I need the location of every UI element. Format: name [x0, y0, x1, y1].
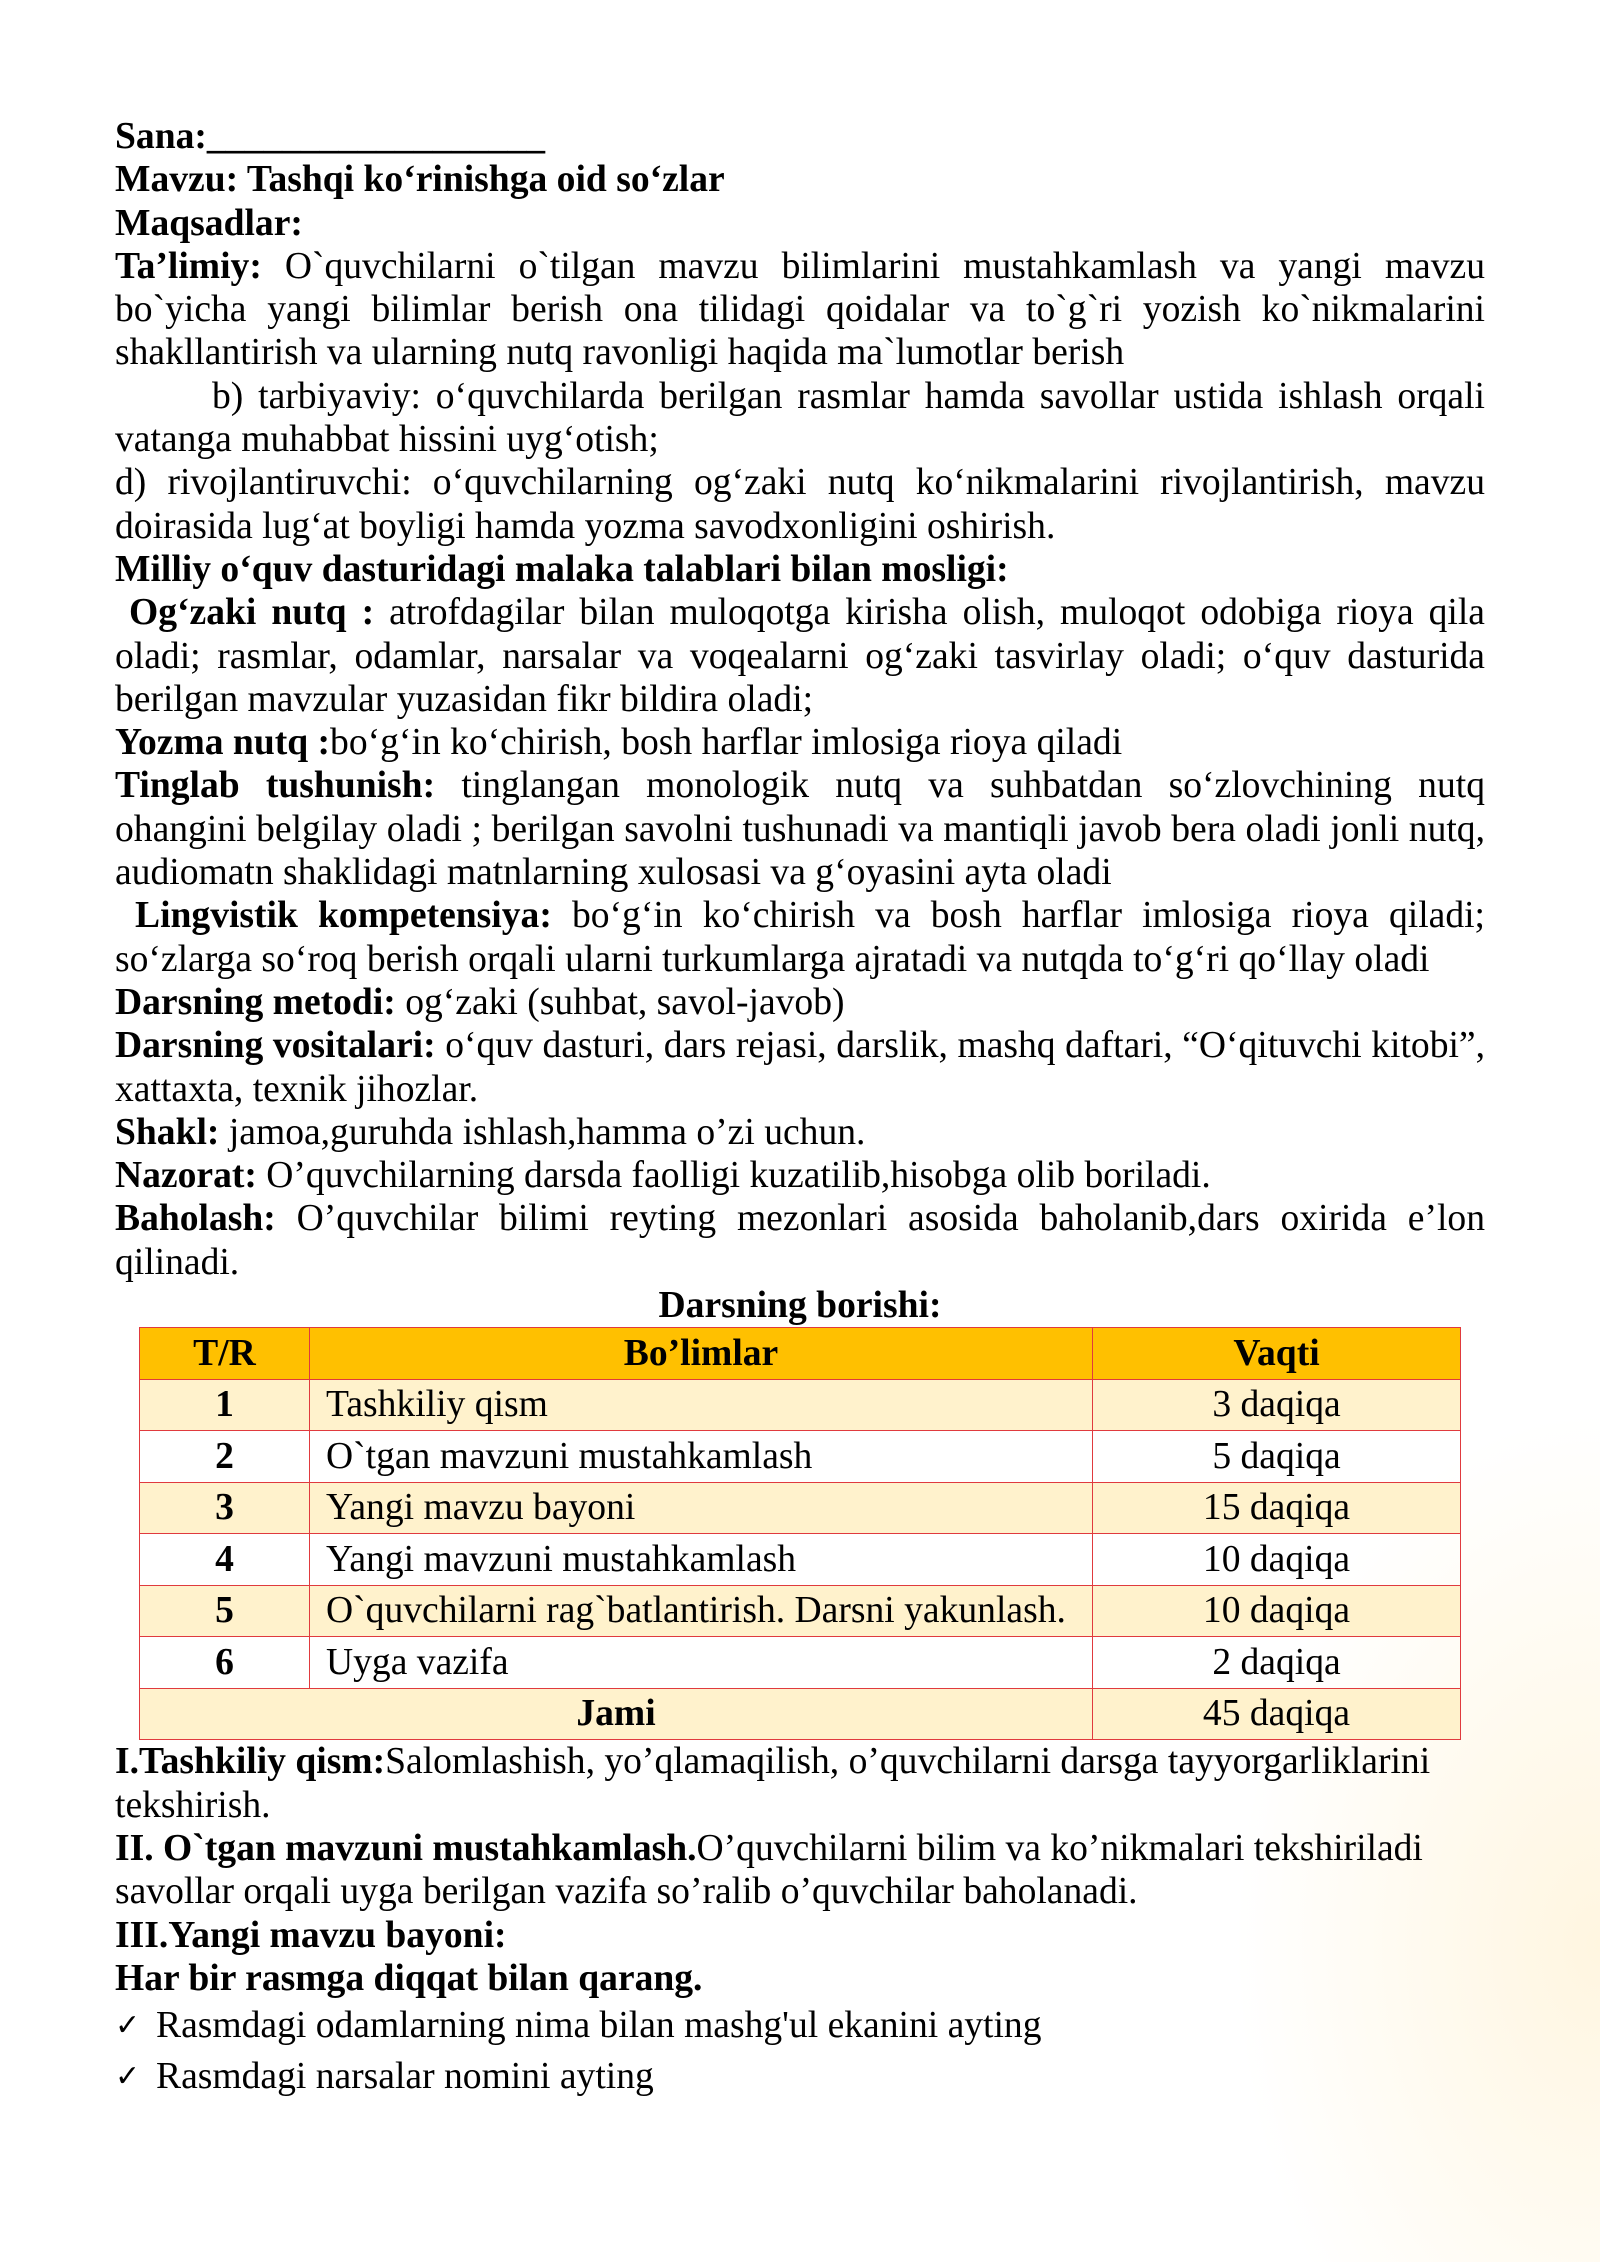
row-section: Yangi mavzuni mustahkamlash: [310, 1534, 1093, 1586]
lesson-control-text: O’quvchilarning darsda faolligi kuzatilib,hisobga olib boriladi.: [256, 1155, 1211, 1197]
objective-educational: [115, 245, 1485, 375]
table-row: [140, 1637, 1461, 1689]
total-time: 45 daqiqa: [1093, 1688, 1461, 1740]
row-number: 4: [140, 1534, 310, 1586]
row-section: Tashkiliy qism: [310, 1379, 1093, 1431]
lesson-method: [115, 981, 1485, 1024]
lesson-form-label: Shakl:: [115, 1111, 220, 1153]
column-header-section: Bo’limlar: [310, 1328, 1093, 1380]
check-mark-icon: ✓: [115, 2059, 141, 2095]
row-time: 5 daqiqa: [1093, 1431, 1461, 1483]
lesson-tools: [115, 1024, 1485, 1111]
row-time: 15 daqiqa: [1093, 1482, 1461, 1534]
standard-listening-text: tinglangan monologik nutq va suhbatdan so‘zlovchining nutq ohangini belgilay oladi ; berilgan savolni tushunadi va mantiqli javob bera oladi jonli nutq, audiomatn shaklidagi matnlarning xulosasi va g‘oyasini ayta oladi: [115, 765, 1485, 894]
row-section: O`tgan mavzuni mustahkamlash: [310, 1431, 1093, 1483]
objectives-heading: Maqsadlar:: [115, 202, 303, 244]
standards-heading: Milliy o‘quv dasturidagi malaka talablari bilan mosligi:: [115, 548, 1009, 590]
stage-organizational-label: I.Tashkiliy qism:: [115, 1741, 386, 1783]
table-row: [140, 1379, 1461, 1431]
stage-review: [115, 1827, 1485, 1914]
list-item-text: Rasmdagi odamlarning nima bilan mashg'ul ekanini ayting: [156, 2005, 1042, 2047]
lesson-method-text: og‘zaki (suhbat, savol-javob): [395, 981, 845, 1023]
table-row: [140, 1431, 1461, 1483]
standard-listening: [115, 764, 1485, 894]
row-number: 1: [140, 1379, 310, 1431]
standard-linguistic-label: Lingvistik kompetensiya:: [135, 895, 552, 937]
objective-developmental: d) rivojlantiruvchi: o‘quvchilarning og‘zaki nutq ko‘nikmalarini rivojlantirish, mavzu doirasida lug‘at boyligi hamda yozma savodxonligini oshirish.: [115, 462, 1485, 547]
lesson-assessment: [115, 1197, 1485, 1284]
table-row: [140, 1482, 1461, 1534]
document-page: [115, 115, 1485, 2102]
standard-oral-label: Og‘zaki nutq :: [129, 592, 375, 634]
standard-written: [115, 721, 1485, 764]
lesson-flow-title: Darsning borishi:: [658, 1285, 942, 1327]
lesson-control-label: Nazorat:: [115, 1155, 257, 1197]
standard-linguistic-text: bo‘g‘in ko‘chirish va bosh harflar imlosiga rioya qiladi; so‘zlarga so‘roq berish orqali ularni turkumlarga ajratadi va nutqda to‘g‘ri qo‘llay oladi: [115, 895, 1485, 980]
table-header-row: [140, 1328, 1461, 1380]
column-header-time: Vaqti: [1093, 1328, 1461, 1380]
row-section: O`quvchilarni rag`batlantirish. Darsni yakunlash.: [310, 1585, 1093, 1637]
table-row: [140, 1585, 1461, 1637]
column-header-number: T/R: [140, 1328, 310, 1380]
row-time: 3 daqiqa: [1093, 1379, 1461, 1431]
date-line: [115, 115, 1485, 158]
standard-written-text: bo‘g‘in ko‘chirish, bosh harflar imlosiga rioya qiladi: [330, 722, 1123, 764]
table-row: [140, 1534, 1461, 1586]
lesson-flow-table: [139, 1327, 1461, 1740]
stage-review-text: O’quvchilarni bilim va ko’nikmalari tekshiriladi savollar orqali uyga berilgan vazifa so’ralib o’quvchilar baholanadi.: [115, 1827, 1423, 1913]
lesson-tools-text: o‘quv dasturi, dars rejasi, darslik, mashq daftari, “O‘qituvchi kitobi”, xattaxta, texnik jihozlar.: [115, 1025, 1485, 1110]
list-item: [115, 2000, 1485, 2051]
row-number: 3: [140, 1482, 310, 1534]
standard-linguistic: [115, 894, 1485, 981]
date-blank: __________________: [206, 116, 546, 157]
objective-upbringing: b) tarbiyaviy: o‘quvchilarda berilgan rasmlar hamda savollar ustida ishlash orqali vatanga muhabbat hissini uyg‘otish;: [115, 375, 1485, 461]
task-list: [115, 2000, 1485, 2102]
stage-new-topic-heading: III.Yangi mavzu bayoni:: [115, 1914, 507, 1956]
lesson-tools-label: Darsning vositalari:: [115, 1025, 436, 1067]
row-time: 2 daqiqa: [1093, 1637, 1461, 1689]
total-label: Jami: [140, 1688, 1093, 1740]
list-item: [115, 2051, 1485, 2102]
standard-written-label: Yozma nutq :: [115, 722, 331, 764]
row-number: 6: [140, 1637, 310, 1689]
stage-review-label: II. O`tgan mavzuni mustahkamlash.: [115, 1827, 697, 1869]
lesson-assessment-text: O’quvchilar bilimi reyting mezonlari asosida baholanib,dars oxirida e’lon qilinadi.: [115, 1198, 1485, 1283]
row-time: 10 daqiqa: [1093, 1534, 1461, 1586]
check-mark-icon: ✓: [115, 2008, 141, 2044]
table-total-row: [140, 1688, 1461, 1740]
row-section: Uyga vazifa: [310, 1637, 1093, 1689]
standard-listening-label: Tinglab tushunish:: [115, 765, 436, 807]
stage-organizational-text: Salomlashish, yo’qlamaqilish, o’quvchilarni darsga tayyorgarliklarini tekshirish.: [115, 1741, 1431, 1826]
list-item-text: Rasmdagi narsalar nomini ayting: [156, 2056, 654, 2098]
objective-educational-label: Ta’limiy:: [115, 245, 262, 287]
objective-educational-text: O`quvchilarni o`tilgan mavzu bilimlarini mustahkamlash va yangi mavzu bo`yicha yangi bilimlar berish ona tilidagi qoidalar va to`g`ri yozish ko`nikmalarini shakllantirish va ularning nutq ravonligi haqida ma`lumotlar berish: [115, 245, 1485, 374]
topic-title: Mavzu: Tashqi ko‘rinishga oid so‘zlar: [115, 159, 725, 201]
lesson-form: [115, 1111, 1485, 1154]
date-label: Sana:: [115, 116, 207, 157]
standard-oral: [115, 591, 1485, 721]
row-section: Yangi mavzu bayoni: [310, 1482, 1093, 1534]
stage-organizational: [115, 1740, 1485, 1827]
standard-oral-text: atrofdagilar bilan muloqotga kirisha olish, muloqot odobiga rioya qila oladi; rasmlar, odamlar, narsalar va voqealarni og‘zaki tasvirlay oladi; o‘quv dasturida berilgan mavzular yuzasidan fikr bildira oladi;: [115, 592, 1485, 720]
lesson-control: [115, 1154, 1485, 1197]
lesson-form-text: jamoa,guruhda ishlash,hamma o’zi uchun.: [219, 1111, 866, 1153]
row-time: 10 daqiqa: [1093, 1585, 1461, 1637]
row-number: 5: [140, 1585, 310, 1637]
row-number: 2: [140, 1431, 310, 1483]
lesson-assessment-label: Baholash:: [115, 1198, 276, 1240]
lesson-method-label: Darsning metodi:: [115, 981, 396, 1023]
instruction-text: Har bir rasmga diqqat bilan qarang.: [115, 1957, 703, 1999]
